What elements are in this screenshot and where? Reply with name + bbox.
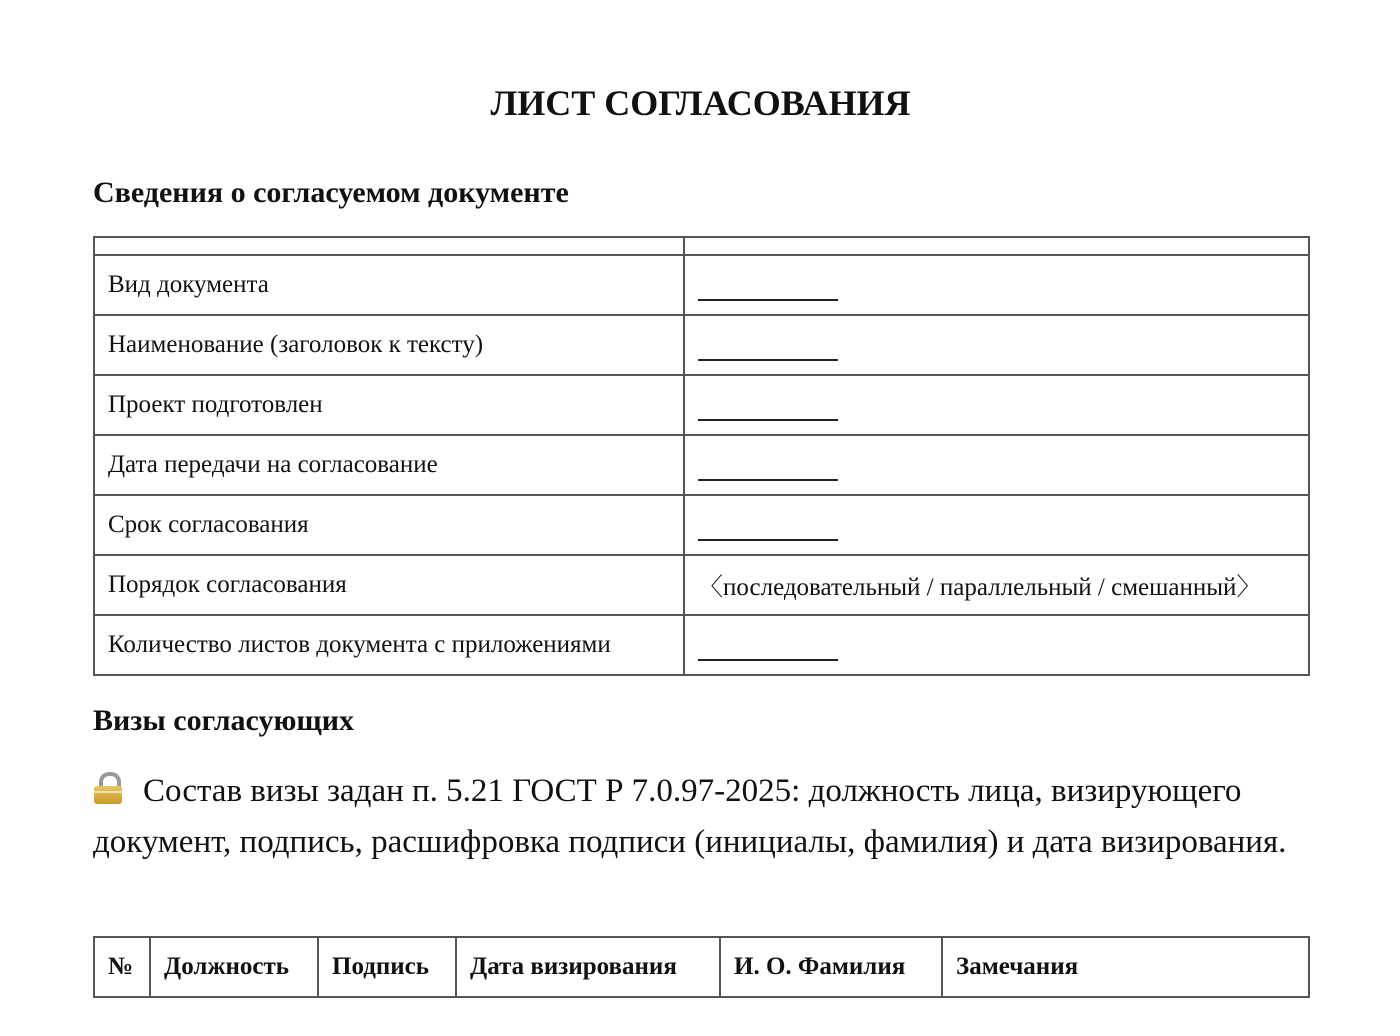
table-row [94, 435, 1309, 495]
column-header-visa-date: Дата визирования [456, 937, 720, 997]
table-row [94, 615, 1309, 675]
row-value-blank[interactable] [684, 255, 1309, 315]
row-label: Срок согласования [94, 495, 684, 555]
visas-table [93, 936, 1310, 998]
column-header-position: Должность [150, 937, 318, 997]
row-label: Дата передачи на согласование [94, 435, 684, 495]
fill-in-line [698, 359, 838, 361]
table-row [94, 255, 1309, 315]
empty-header-cell [684, 237, 1309, 255]
section-heading-document-info: Сведения о согласуемом документе [93, 176, 569, 209]
column-header-number: № [94, 937, 150, 997]
row-value-blank[interactable] [684, 375, 1309, 435]
fill-in-line [698, 419, 838, 421]
fill-in-line [698, 539, 838, 541]
fill-in-line [698, 299, 838, 301]
note-text: Состав визы задан п. 5.21 ГОСТ Р 7.0.97-2025: должность лица, визирующего документ, подпись, расшифровка подписи (инициалы, фамилия) и дата визирования. [93, 773, 1287, 860]
fill-in-line [698, 659, 838, 661]
row-value[interactable]: 〈последовательный / параллельный / смешанный〉 [684, 555, 1309, 615]
row-label: Проект подготовлен [94, 375, 684, 435]
empty-header-cell [94, 237, 684, 255]
row-value-blank[interactable] [684, 435, 1309, 495]
lock-icon [93, 772, 123, 804]
column-header-full-name: И. О. Фамилия [720, 937, 942, 997]
row-label: Порядок согласования [94, 555, 684, 615]
row-value-blank[interactable] [684, 495, 1309, 555]
row-label: Наименование (заголовок к тексту) [94, 315, 684, 375]
table-row [94, 555, 1309, 615]
row-value-blank[interactable] [684, 315, 1309, 375]
row-label: Вид документа [94, 255, 684, 315]
document-info-table [93, 236, 1310, 676]
column-header-signature: Подпись [318, 937, 456, 997]
table-header-row [94, 937, 1309, 997]
row-label: Количество листов документа с приложениями [94, 615, 684, 675]
table-row [94, 495, 1309, 555]
table-row [94, 315, 1309, 375]
table-row [94, 375, 1309, 435]
table-header-row-empty [94, 237, 1309, 255]
fill-in-line [698, 479, 838, 481]
section-heading-visas: Визы согласующих [93, 704, 354, 737]
document-title: ЛИСТ СОГЛАСОВАНИЯ [490, 83, 911, 123]
visa-composition-note [93, 766, 1308, 868]
column-header-remarks: Замечания [942, 937, 1309, 997]
row-value-blank[interactable] [684, 615, 1309, 675]
